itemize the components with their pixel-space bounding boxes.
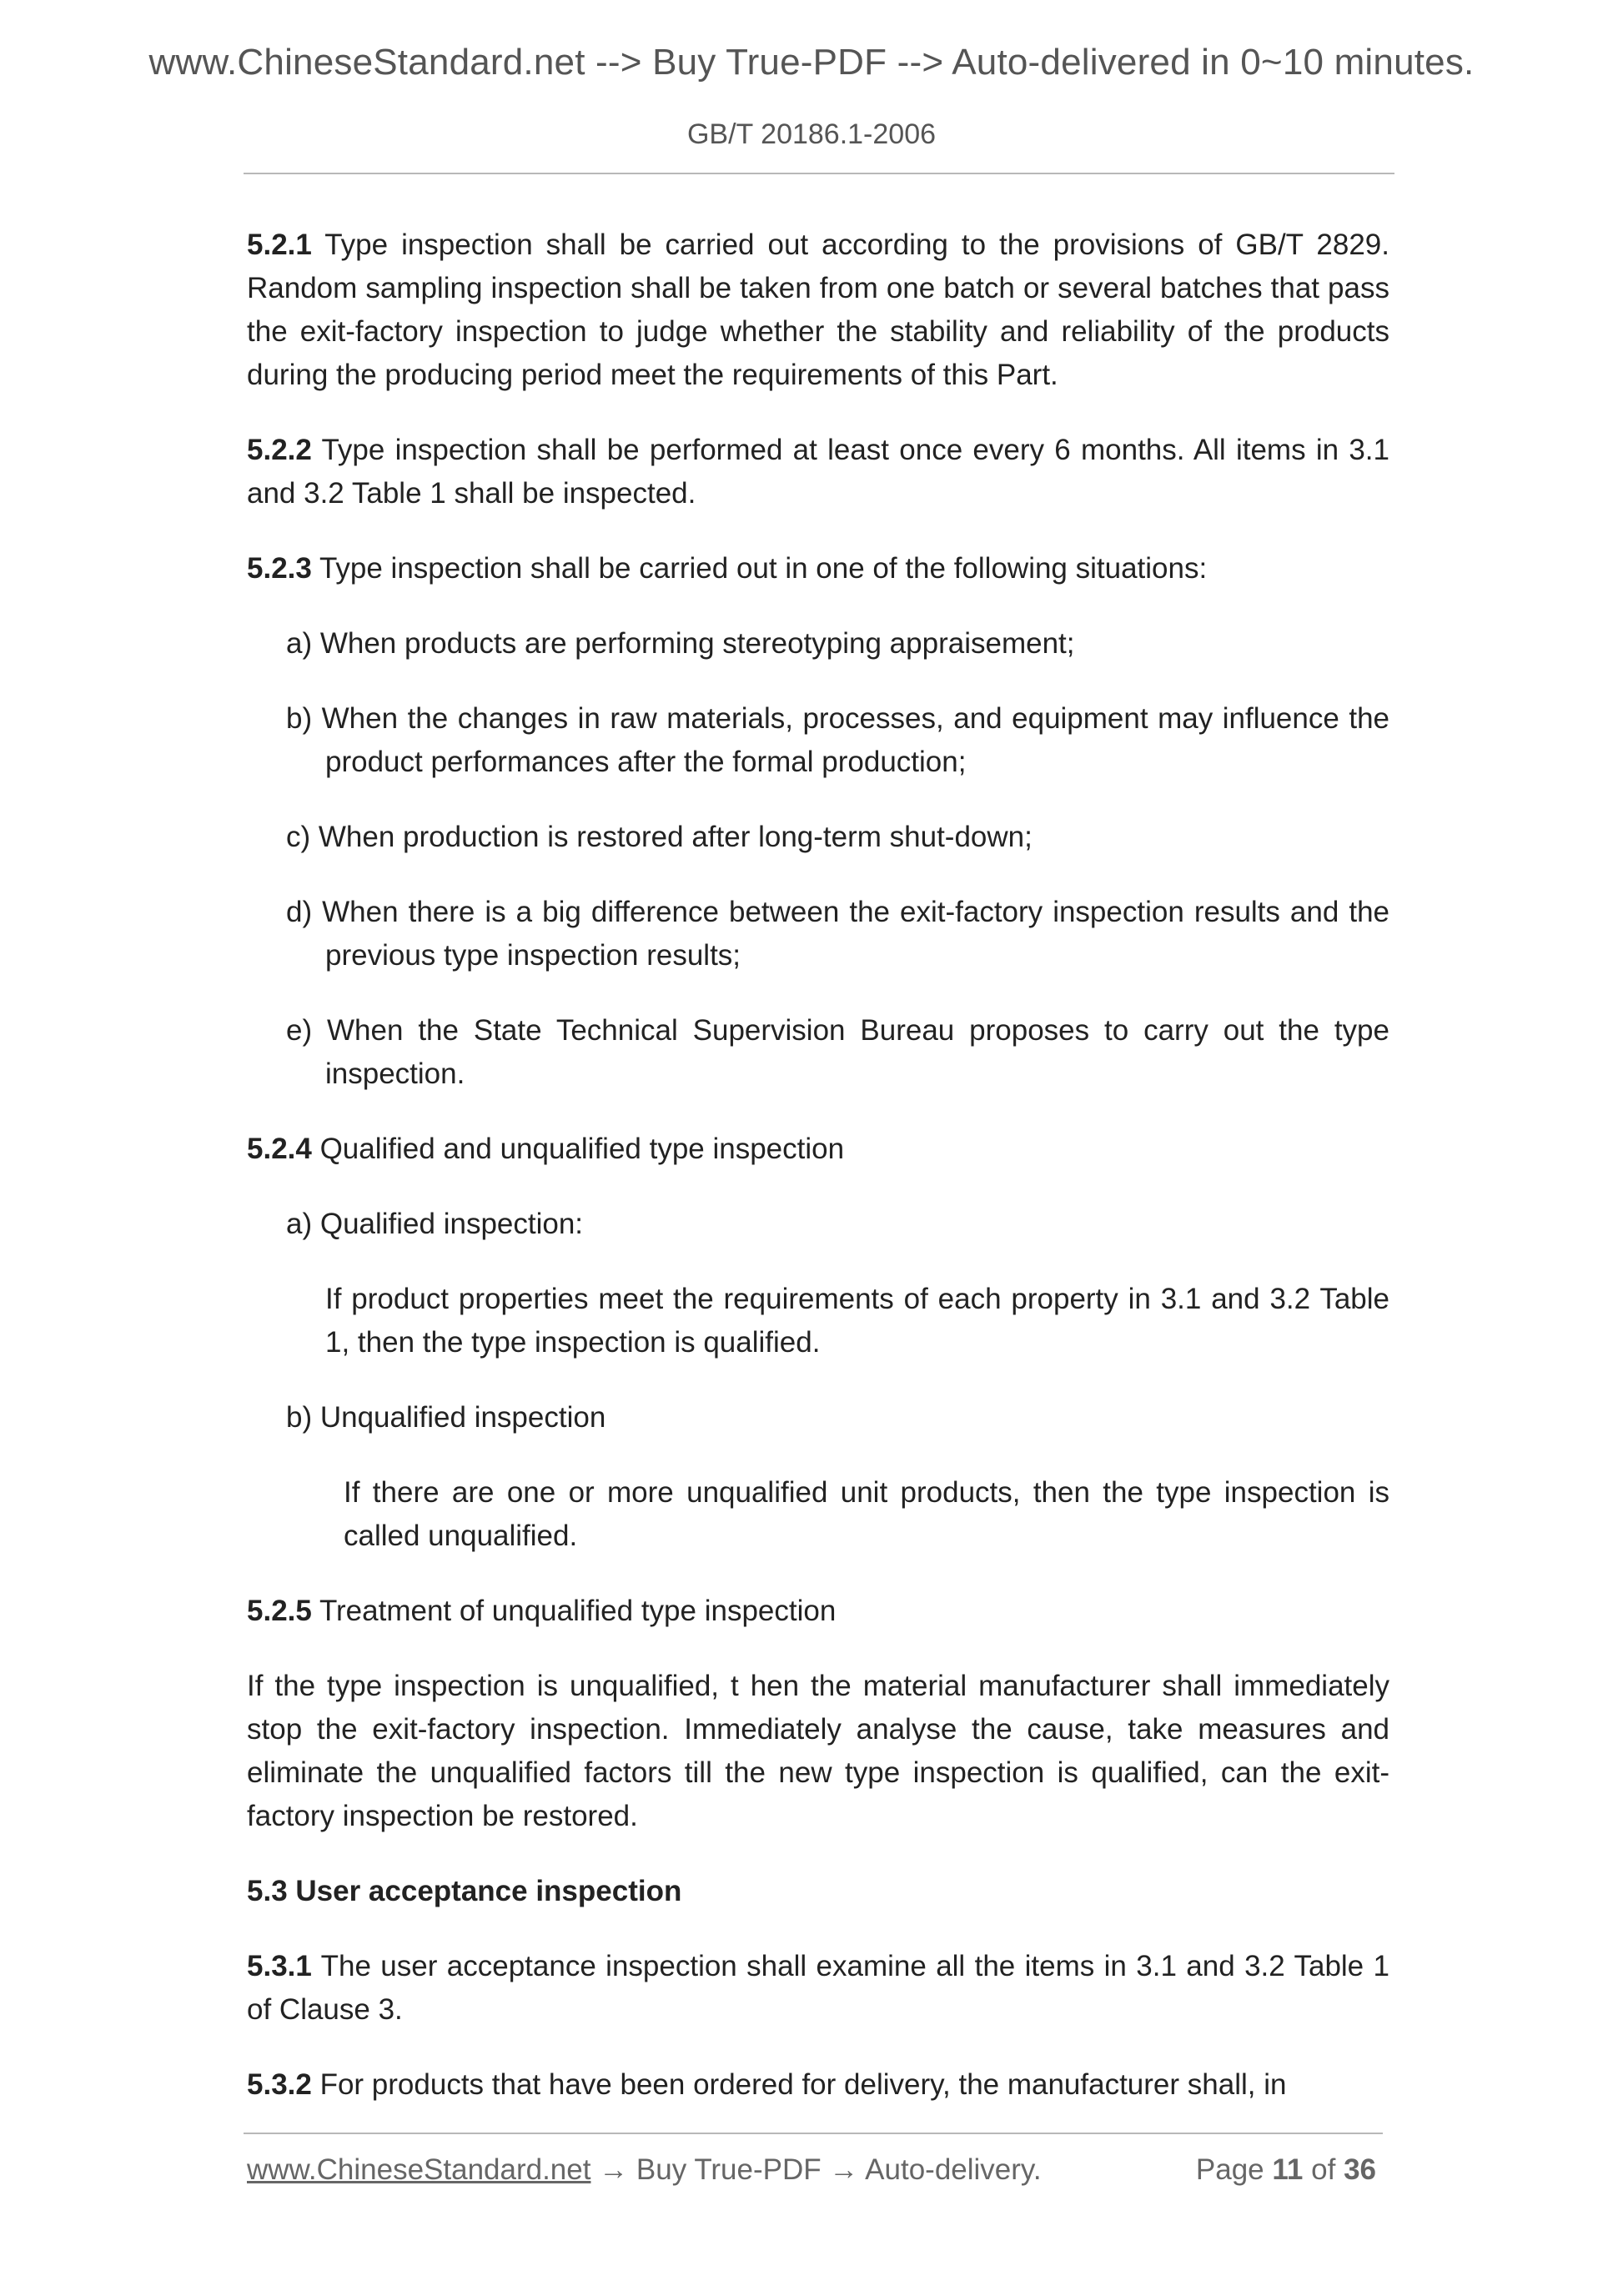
clause-text: The user acceptance inspection shall examine all the items in 3.1 and 3.2 Table 1 of Clause 3. — [247, 1950, 1389, 2026]
clause-number: 5.3.1 — [247, 1950, 312, 1982]
clause-5-2-2 — [247, 429, 1389, 515]
clause-number: 5.2.1 — [247, 229, 312, 261]
clause-5-3-1 — [247, 1945, 1389, 2032]
clause-5-2-4 — [247, 1128, 1389, 1171]
clause-text: Type inspection shall be performed at least once every 6 months. All items in 3.1 and 3.2 Table 1 shall be inspected. — [247, 434, 1389, 510]
qualified-text: If product properties meet the requirements of each property in 3.1 and 3.2 Table 1, then the type inspection is qualified. — [325, 1283, 1389, 1359]
clause-number: 5.2.3 — [247, 552, 312, 585]
page-indicator — [1196, 2153, 1376, 2187]
list-item: b) When the changes in raw materials, processes, and equipment may influence the product performances after the formal production; — [286, 702, 1389, 778]
list-item: c) When production is restored after long-term shut-down; — [286, 821, 1033, 853]
clause-text: Treatment of unqualified type inspection — [311, 1595, 837, 1627]
clause-text: Qualified and unqualified type inspection — [311, 1133, 845, 1165]
clause-text: Type inspection shall be carried out according to the provisions of GB/T 2829. Random sampling inspection shall be taken from one batch or several batches that pass the exit-factory inspection to judge whether the stability and reliability of the products during the producing period meet the requirements of this Part. — [247, 229, 1389, 391]
footer-site-link[interactable]: www.ChineseStandard.net — [247, 2153, 591, 2186]
site-banner: www.ChineseStandard.net --> Buy True-PDF --> Auto-delivered in 0~10 minutes. — [148, 42, 1475, 83]
clause-5-3-2 — [247, 2063, 1389, 2107]
header-divider — [244, 173, 1394, 174]
clause-number: 5.2.2 — [247, 434, 312, 466]
clause-number: 5.3.2 — [247, 2068, 312, 2101]
unqualified-label: b) Unqualified inspection — [286, 1401, 606, 1434]
section-heading-5-3: 5.3 User acceptance inspection — [247, 1875, 682, 1907]
footer-promo-text: → Buy True-PDF → Auto-delivery. — [590, 2153, 1042, 2186]
clause-5-2-5 — [247, 1590, 1389, 1633]
list-item: e) When the State Technical Supervision Bureau proposes to carry out the type inspection. — [286, 1014, 1389, 1090]
qualified-label: a) Qualified inspection: — [286, 1208, 584, 1240]
clause-5-2-3 — [247, 547, 1389, 590]
clause-text: For products that have been ordered for delivery, the manufacturer shall, in — [311, 2068, 1287, 2101]
footer-promo — [247, 2153, 1042, 2187]
list-item: d) When there is a big difference between the exit-factory inspection results and the previous type inspection results; — [286, 896, 1389, 972]
document-body — [247, 224, 1389, 2138]
clause-5-2-1 — [247, 224, 1389, 397]
page-total: 36 — [1344, 2153, 1376, 2186]
page-label: Page — [1195, 2153, 1264, 2186]
clause-text: Type inspection shall be carried out in one of the following situations: — [311, 552, 1208, 585]
unqualified-text: If there are one or more unqualified unit products, then the type inspection is called unqualified. — [344, 1476, 1389, 1552]
clause-number: 5.2.4 — [247, 1133, 312, 1165]
page-current: 11 — [1272, 2153, 1304, 2186]
of-label: of — [1311, 2153, 1336, 2186]
standard-code: GB/T 20186.1-2006 — [686, 118, 937, 150]
footer-divider — [244, 2133, 1383, 2134]
clause-5-2-5-body: If the type inspection is unqualified, t hen the material manufacturer shall immediately stop the exit-factory inspection. Immediately analyse the cause, take measures and eliminate the unqualified factors till the new type inspection is qualified, can the exit-factory inspection be restored. — [247, 1670, 1389, 1832]
clause-number: 5.2.5 — [247, 1595, 312, 1627]
list-item: a) When products are performing stereotyping appraisement; — [286, 627, 1075, 660]
